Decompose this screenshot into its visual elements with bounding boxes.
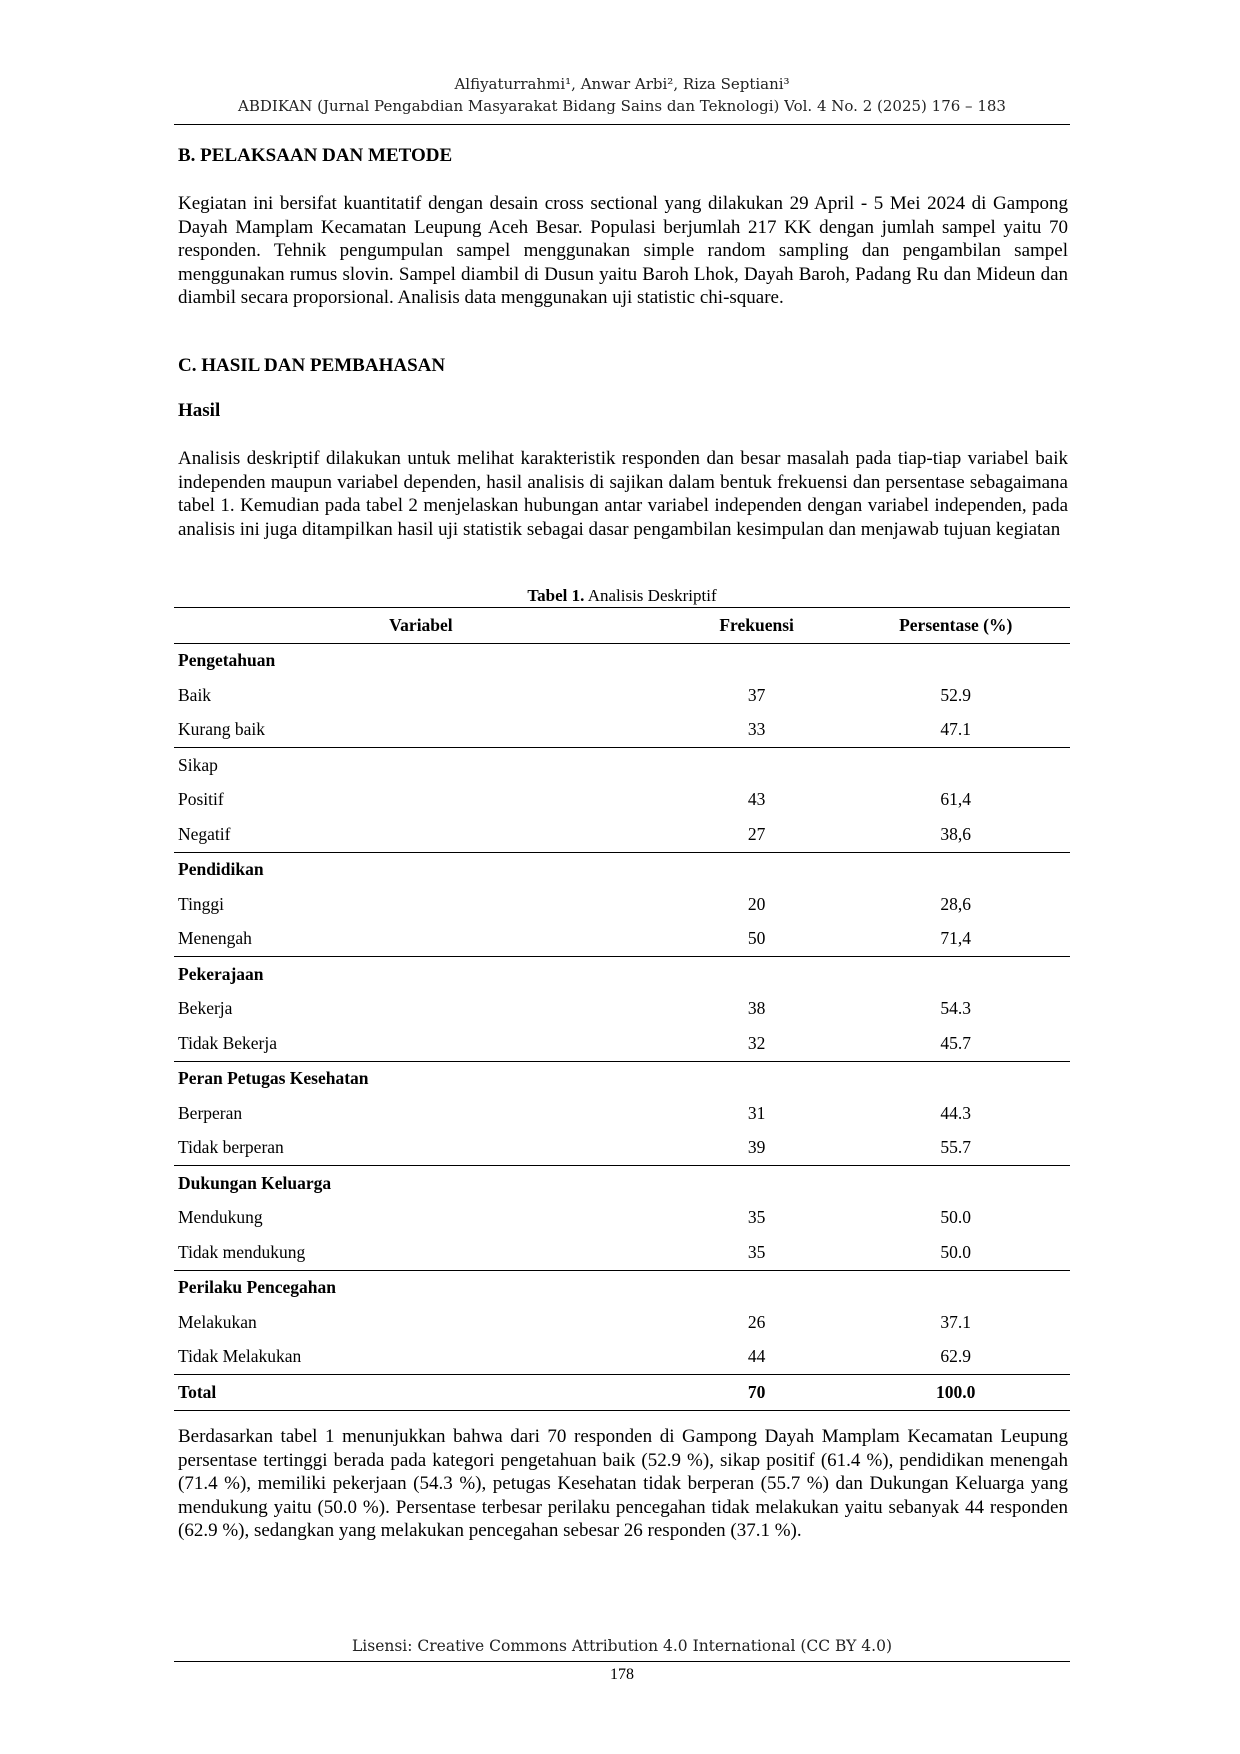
row-percent: 47.1 <box>841 713 1070 748</box>
hasil-subheading: Hasil <box>178 400 221 421</box>
footer-rule <box>174 1661 1070 1662</box>
table-group-row <box>174 1166 1070 1201</box>
table-row <box>174 817 1070 852</box>
table-row <box>174 1235 1070 1270</box>
section-b-heading: B. PELAKSAAN DAN METODE <box>178 145 453 166</box>
row-percent: 37.1 <box>940 1311 972 1332</box>
empty-cell <box>841 1061 1070 1096</box>
table-total-row <box>174 1375 1070 1411</box>
running-header <box>174 73 1070 117</box>
table1-body <box>174 643 1070 1410</box>
row-frequency: 44 <box>672 1340 842 1375</box>
table-row <box>174 1096 1070 1131</box>
row-percent: 28,6 <box>940 893 972 914</box>
group-label: Peran Petugas Kesehatan <box>178 1068 369 1089</box>
row-label: Melakukan <box>178 1311 257 1332</box>
table-group-row <box>174 643 1070 678</box>
row-percent: 45.7 <box>841 1026 1070 1061</box>
table-row <box>174 992 1070 1027</box>
row-frequency: 43 <box>747 789 766 810</box>
row-percent: 50.0 <box>841 1235 1070 1270</box>
table1-caption-text: Analisis Deskriptif <box>584 586 717 605</box>
row-frequency: 35 <box>747 1207 766 1228</box>
header-authors: Alfiyaturrahmi¹, Anwar Arbi², Riza Septiani³ <box>454 75 790 93</box>
group-label: Pekerajaan <box>178 963 264 984</box>
table-row <box>174 1026 1070 1061</box>
row-label: Positif <box>178 789 224 810</box>
group-label: Perilaku Pencegahan <box>178 1277 336 1298</box>
empty-cell <box>672 1270 842 1305</box>
row-frequency: 50 <box>672 922 842 957</box>
total-label: Total <box>174 1375 672 1411</box>
table-group-row <box>174 1270 1070 1305</box>
row-frequency: 33 <box>672 713 842 748</box>
row-percent: 52.9 <box>940 684 972 705</box>
row-percent: 50.0 <box>940 1207 972 1228</box>
table-row <box>174 783 1070 818</box>
row-frequency: 35 <box>672 1235 842 1270</box>
row-frequency: 39 <box>672 1131 842 1166</box>
row-label: Bekerja <box>178 998 233 1019</box>
empty-cell <box>672 1061 842 1096</box>
empty-cell <box>672 643 842 678</box>
page-number: 178 <box>610 1666 634 1683</box>
row-percent: 62.9 <box>841 1340 1070 1375</box>
row-frequency: 38 <box>747 998 766 1019</box>
empty-cell <box>841 1270 1070 1305</box>
empty-cell <box>841 643 1070 678</box>
table-group-row <box>174 1061 1070 1096</box>
header-frequency: Frekuensi <box>672 608 842 644</box>
row-percent: 71,4 <box>841 922 1070 957</box>
row-frequency: 37 <box>747 684 766 705</box>
table-row <box>174 1201 1070 1236</box>
group-label: Pendidikan <box>178 859 264 880</box>
empty-cell <box>841 748 1070 783</box>
total-percent: 100.0 <box>841 1375 1070 1411</box>
group-label: Sikap <box>178 754 218 775</box>
group-label: Pengetahuan <box>178 650 276 671</box>
row-frequency: 26 <box>747 1311 766 1332</box>
header-journal: ABDIKAN (Jurnal Pengabdian Masyarakat Bidang Sains dan Teknologi) Vol. 4 No. 2 (2025) 176 – 183 <box>238 97 1006 115</box>
empty-cell <box>672 852 842 887</box>
table-group-row <box>174 748 1070 783</box>
header-percent: Persentase (%) <box>841 608 1070 644</box>
table1-descriptive <box>174 607 1070 1411</box>
row-label: Negatif <box>174 817 672 852</box>
table-row <box>174 1340 1070 1375</box>
footer-license: Lisensi: Creative Commons Attribution 4.0 International (CC BY 4.0) <box>351 1637 893 1655</box>
table-header-row <box>174 608 1070 644</box>
row-label: Mendukung <box>178 1207 263 1228</box>
row-label: Baik <box>178 684 212 705</box>
total-frequency: 70 <box>672 1375 842 1411</box>
table-row <box>174 678 1070 713</box>
row-frequency: 27 <box>672 817 842 852</box>
row-frequency: 20 <box>747 893 766 914</box>
row-percent: 44.3 <box>940 1102 972 1123</box>
table1-caption <box>174 586 1070 606</box>
empty-cell <box>672 957 842 992</box>
row-frequency: 32 <box>672 1026 842 1061</box>
table-row <box>174 1131 1070 1166</box>
row-percent: 54.3 <box>940 998 972 1019</box>
row-label: Tidak mendukung <box>174 1235 672 1270</box>
table-group-row <box>174 852 1070 887</box>
row-percent: 38,6 <box>841 817 1070 852</box>
row-label: Tidak Bekerja <box>174 1026 672 1061</box>
discussion-paragraph: Berdasarkan tabel 1 menunjukkan bahwa dari 70 responden di Gampong Dayah Mamplam Kecamatan Leupung persentase tertinggi berada pada kategori pengetahuan baik (52.9 %), sikap positif (61.4 %), pendidikan menengah (71.4 %), memiliki pekerjaan (54.3 %), petugas Kesehatan tidak berperan (55.7 %) dan Dukungan Keluarga yang mendukung yaitu (50.0 %). Persentase terbesar perilaku pencegahan tidak melakukan yaitu sebanyak 44 responden (62.9 %), sedangkan yang melakukan pencegahan sebesar 26 responden (37.1 %). <box>178 1426 1068 1541</box>
row-label: Tidak Melakukan <box>174 1340 672 1375</box>
section-b-paragraph: Kegiatan ini bersifat kuantitatif dengan desain cross sectional yang dilakukan 29 April - 5 Mei 2024 di Gampong Dayah Mamplam Kecamatan Leupung Aceh Besar. Populasi berjumlah 217 KK dengan jumlah sampel yaitu 70 responden. Tehnik pengumpulan sampel menggunakan simple random sampling dan pengambilan sampel menggunakan rumus slovin. Sampel diambil di Dusun yaitu Baroh Lhok, Dayah Baroh, Padang Ru dan Mideun dan diambil secara proporsional. Analisis data menggunakan uji statistic chi-square. <box>178 193 1068 308</box>
row-label: Menengah <box>174 922 672 957</box>
row-label: Kurang baik <box>174 713 672 748</box>
table-group-row <box>174 957 1070 992</box>
row-label: Berperan <box>178 1102 243 1123</box>
empty-cell <box>672 748 842 783</box>
table1-caption-label: Tabel 1. <box>527 586 585 605</box>
empty-cell <box>841 1166 1070 1201</box>
row-percent: 61,4 <box>940 789 972 810</box>
table-row <box>174 887 1070 922</box>
table-row <box>174 713 1070 748</box>
group-label: Dukungan Keluarga <box>178 1172 332 1193</box>
empty-cell <box>672 1166 842 1201</box>
section-c-heading: C. HASIL DAN PEMBAHASAN <box>178 355 446 376</box>
row-label: Tidak berperan <box>174 1131 672 1166</box>
empty-cell <box>841 957 1070 992</box>
row-frequency: 31 <box>747 1102 766 1123</box>
empty-cell <box>841 852 1070 887</box>
hasil-paragraph: Analisis deskriptif dilakukan untuk melihat karakteristik responden dan besar masalah pada tiap-tiap variabel baik independen maupun variabel dependen, hasil analisis di sajikan dalam bentuk frekuensi dan persentase sebagaimana tabel 1. Kemudian pada tabel 2 menjelaskan hubungan antar variabel independen dengan variabel independen, pada analisis ini juga ditampilkan hasil uji statistik sebagai dasar pengambilan kesimpulan dan menjawab tujuan kegiatan <box>178 448 1068 540</box>
header-rule <box>174 124 1070 125</box>
row-percent: 55.7 <box>841 1131 1070 1166</box>
header-variable: Variabel <box>174 608 672 644</box>
row-label: Tinggi <box>178 893 225 914</box>
table-row <box>174 922 1070 957</box>
table-row <box>174 1305 1070 1340</box>
